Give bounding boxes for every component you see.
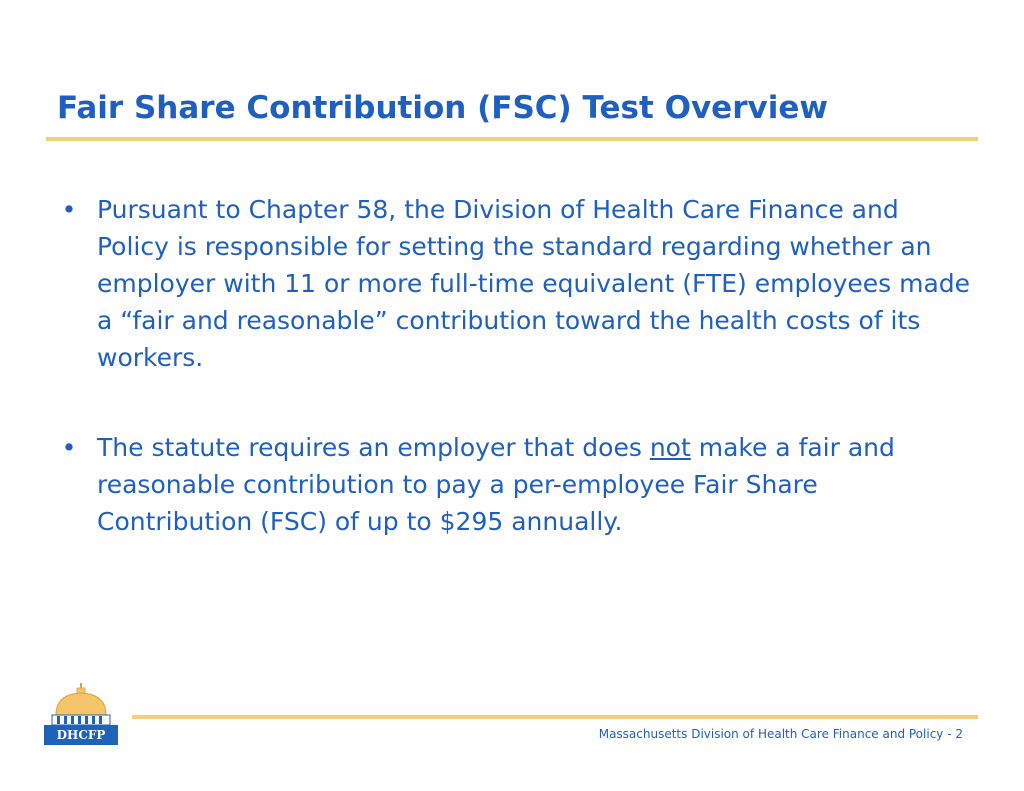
footer — [599, 726, 963, 742]
logo-label: DHCFP — [44, 725, 118, 745]
bullet-text-before: The statute requires an employer that does — [97, 433, 650, 462]
bullet-marker: • — [61, 433, 77, 462]
bullet-text: Pursuant to Chapter 58, the Division of Health Care Finance and Policy is responsible for setting the standard regarding whether an employer with 11 or more full-time equivalent (FTE) employees made a “fair and reasonable” contribution toward the health costs of its workers. — [97, 195, 971, 372]
dhcfp-logo — [44, 683, 118, 745]
title-divider — [46, 137, 978, 141]
footer-separator: - — [943, 727, 956, 741]
page-number: 2 — [955, 727, 963, 741]
state-house-dome-icon — [50, 683, 112, 727]
bullet-item-1 — [57, 191, 977, 376]
bullet-marker: • — [61, 195, 77, 224]
slide-title: Fair Share Contribution (FSC) Test Overview — [57, 90, 828, 126]
underlined-emphasis: not — [649, 433, 691, 462]
bullet-text-after: make a fair and reasonable contribution to pay a per-employee Fair Share Contribution (FSC) of up to $295 annually. — [97, 433, 895, 536]
bullet-text — [97, 429, 977, 540]
footer-divider — [132, 715, 978, 719]
bullet-item-2 — [57, 429, 977, 540]
footer-organization: Massachusetts Division of Health Care Finance and Policy — [598, 727, 944, 741]
bullet-list — [57, 191, 977, 540]
